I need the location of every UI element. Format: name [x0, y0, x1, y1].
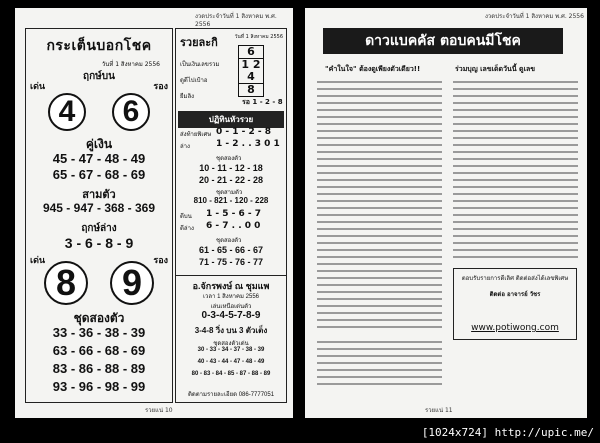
- set-label: ชุดสามตัว: [216, 189, 243, 196]
- two-banner: ชุดสองตัว: [73, 311, 125, 325]
- dark-banner: ปฏิทินหัวรวย: [178, 111, 284, 128]
- side-label: เป็นเงินเลขรวม: [180, 61, 220, 68]
- contact-phone: ติดตามรายละเอียด 086-7777051: [187, 392, 275, 398]
- set-label: รอ 1 - 2 - 8: [242, 98, 283, 106]
- line-value: 0 - 1 - 2 - 8: [216, 127, 272, 137]
- pair-row: 83 - 86 - 88 - 89: [52, 361, 146, 376]
- line-value: 6 - 7 . . 0 0: [206, 221, 261, 231]
- line-label: ดีล่าง: [180, 225, 194, 232]
- number-row: 810 - 821 - 120 - 228: [193, 196, 269, 205]
- page-header: งวดประจำวันที่ 1 สิงหาคม พ.ศ. 2556: [195, 13, 277, 28]
- number-row: 71 - 75 - 76 - 77: [198, 257, 264, 267]
- page-footer: รวยแน่ 10: [145, 407, 173, 414]
- number-row: 10 - 11 - 12 - 18: [199, 163, 263, 173]
- number-grid: [238, 45, 264, 97]
- set-label: ชุดสองตัว: [216, 155, 242, 162]
- sub-label: รอง: [153, 256, 168, 266]
- number-row: 20 - 21 - 22 - 28: [198, 175, 264, 185]
- line-value: 1 - 2 . . 3 0 1: [216, 139, 280, 149]
- final-row: 40 - 43 - 44 - 47 - 48 - 49: [197, 359, 265, 365]
- line-label: ส่งท้ายพิเศษ: [180, 131, 212, 138]
- article-text-column: [317, 78, 442, 328]
- three-banner: สามตัว: [82, 188, 116, 201]
- author-name: อ.จักรพงษ์ ณ ชุมแพ: [176, 275, 286, 293]
- left-page: [15, 8, 293, 418]
- author-sub: เวลา 1 สิงหาคม 2556: [202, 294, 260, 300]
- section-label-upper: ฤกษ์บน: [83, 71, 115, 82]
- line-label: ล่าง: [180, 143, 190, 150]
- column-date: วันที่ 1 สิงหาคม 2556: [101, 61, 160, 68]
- pair-banner: คู่เงิน: [85, 137, 113, 151]
- main-prediction-column: [25, 28, 173, 403]
- page-footer: รวยแน่ 11: [425, 407, 453, 414]
- side-column: [175, 28, 287, 403]
- page-header: งวดประจำวันที่ 1 สิงหาคม พ.ศ. 2556: [485, 13, 584, 20]
- final-row: 80 - 83 - 84 - 85 - 87 - 88 - 89: [191, 371, 271, 377]
- grid-cell: 8: [247, 83, 255, 96]
- article-text-column: [317, 338, 442, 388]
- column-title: กระเต็นบอกโชค: [46, 38, 152, 54]
- final-row: 30 - 33 - 34 - 37 - 38 - 39: [197, 347, 265, 353]
- page-title: ดาวแบคคัส ตอบคนมีโชค: [323, 28, 563, 54]
- top-digit-lead: 4: [48, 93, 86, 131]
- right-page: [305, 8, 587, 418]
- grid-cell: 6: [239, 46, 263, 59]
- pair-row: 63 - 66 - 68 - 69: [52, 343, 146, 358]
- subhead-right: ร่วมบุญ เลขเด็ดวันนี้ ดูเลข: [455, 65, 536, 73]
- number-row: 61 - 65 - 66 - 67: [198, 245, 264, 255]
- side-label: ยืมลิง: [180, 93, 195, 100]
- image-watermark: [1024x724] http://upic.me/: [416, 422, 600, 443]
- advert-line: ตอบรับรายการดีเลิศ ติดต่อส่งได้เลขพิเศษ: [461, 275, 569, 282]
- section-label-lower: ฤกษ์ล่าง: [81, 223, 117, 234]
- lead-label: เด่น: [30, 256, 46, 266]
- side-title: รวยละกิ: [180, 36, 218, 49]
- extra-digits: 0-3-4-5-7-8-9: [201, 310, 261, 321]
- bottom-digit-lead: 8: [44, 261, 88, 305]
- extra-note: 3-4-8 วิ่ง บน 3 ตัวเต็ง: [194, 326, 268, 335]
- pair-row: 45 - 47 - 48 - 49: [52, 151, 146, 166]
- article-text-column: [453, 78, 578, 258]
- triple-row: 945 - 947 - 368 - 369: [42, 201, 156, 215]
- advert-line: ติดต่อ อาจารย์ วัชร: [489, 291, 541, 298]
- pair-row: 93 - 96 - 98 - 99: [52, 379, 146, 394]
- line-label: ดีบน: [180, 213, 192, 220]
- pair-row: 33 - 36 - 38 - 39: [52, 325, 146, 340]
- bottom-digit-sub: 9: [110, 261, 154, 305]
- grid-cell: 1 2 4: [239, 59, 263, 84]
- advert-url[interactable]: www.potiwong.com: [471, 323, 559, 333]
- advert-box: [453, 268, 577, 340]
- lead-label: เด่น: [30, 82, 46, 92]
- set-label: ชุดสองตัว: [216, 237, 242, 244]
- sub-label: รอง: [153, 82, 168, 92]
- pair-row: 65 - 67 - 68 - 69: [52, 167, 146, 182]
- extra-label: เล่นเหนือเด่นตัว: [210, 304, 252, 310]
- top-digit-sub: 6: [112, 93, 150, 131]
- side-date: วันที่ 1 สิงหาคม 2556: [234, 34, 283, 40]
- line-value: 1 - 5 - 6 - 7: [206, 209, 262, 219]
- side-label: ดูดีไปเป้าอ: [180, 77, 208, 84]
- subhead-left: "คำในใจ" ต้องดูเพียงตัวเดียว!!: [325, 65, 421, 73]
- final-label: ชุดสองตัวเด่น: [213, 341, 249, 347]
- lower-row: 3 - 6 - 8 - 9: [64, 235, 134, 251]
